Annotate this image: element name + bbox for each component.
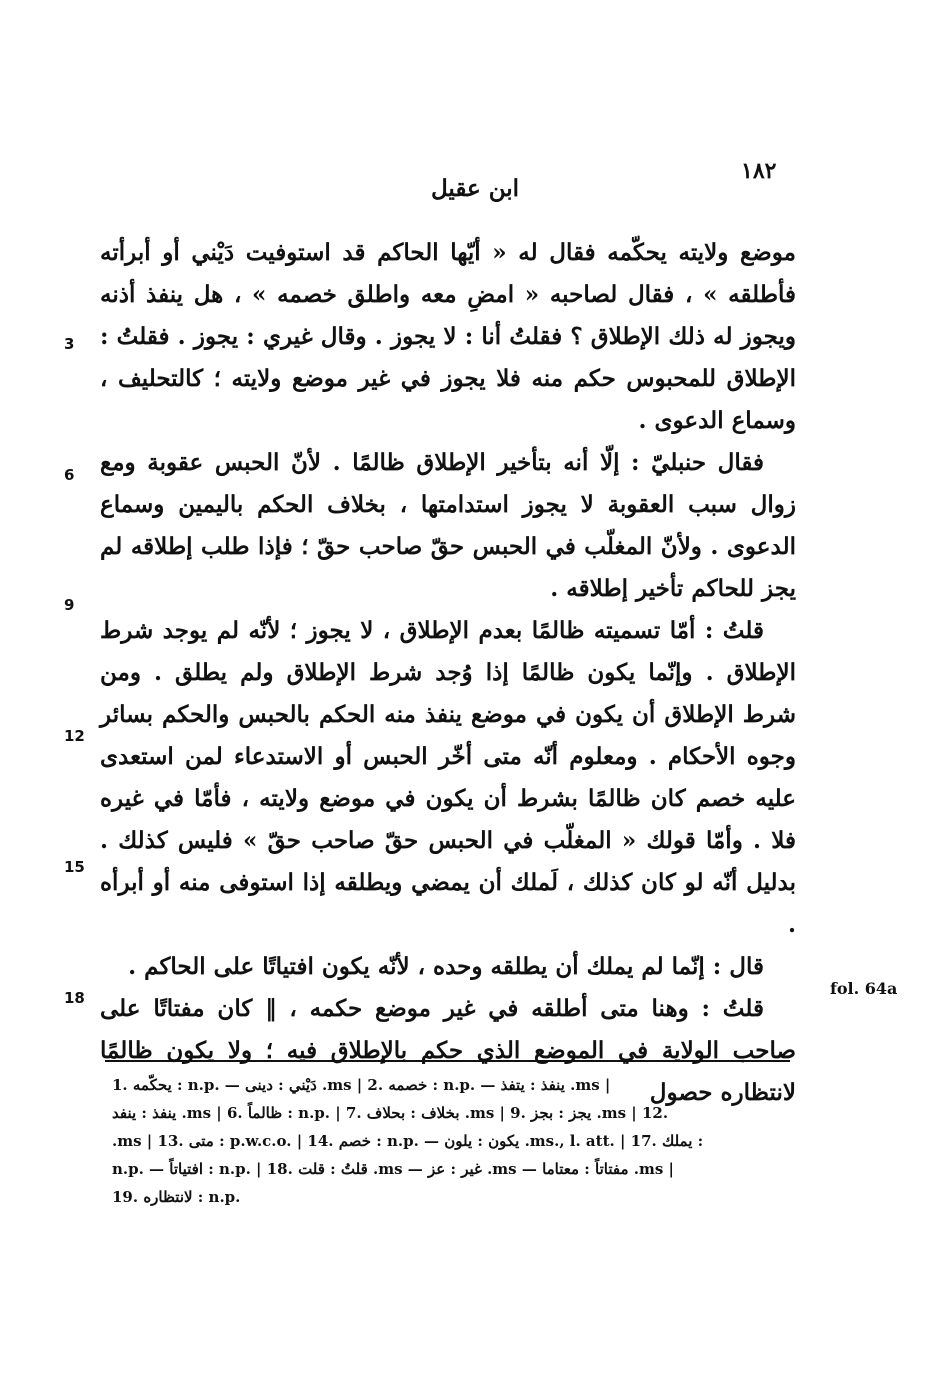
apparatus-line: ينفذ : ينفد .ms | 6. ظالماً : n.p. | 7. بخلاف : بحلاف .ms | 9. يجز : بجز .ms | 12.	[112, 1104, 669, 1122]
folio-note: fol. 64a	[830, 979, 898, 998]
body-text	[100, 232, 796, 1114]
apparatus-line: n.p. — افتياتاً : n.p. | 18. قلتُ : قلت .ms — غير : عز .ms — مفتاتاً : معتاما .ms |	[112, 1160, 674, 1178]
apparatus-line: 1. يحكّمه : n.p. — دَيْني : دينى .ms | 2. خصمه : n.p. — ينفذ : يتفذ .ms |	[112, 1076, 611, 1094]
line-number-18: 18	[64, 989, 85, 1007]
paragraph-3: قلتُ : أمّا تسميته ظالمًا بعدم الإطلاق ، لا يجوز ؛ لأنّه لم يوجد شرط الإطلاق . وإنّما يكون ظالمًا إذا وُجد شرط الإطلاق ولم يطلق . ومن شرط الإطلاق أن يكون في موضع ينفذ منه الحكم بالحبس والحكم بسائر وجوه الأحكام . ومعلوم أنّه متى أخّر الحبس أو الاستدعاء لمن استعدى عليه خصم كان ظالمًا بشرط أن يكون في موضع ولايته ، فأمّا في غيره فلا . وأمّا قولك « المغلّب في الحبس حقّ صاحب حقّ » فليس كذلك . بدليل أنّه لو كان كذلك ، لَملك أن يمضي ويطلقه إذا استوفى منه أو أبرأه .	[100, 617, 796, 938]
line-number-15: 15	[64, 858, 85, 876]
apparatus-line: 19. لانتظاره : n.p.	[112, 1188, 241, 1206]
paragraph-1: موضع ولايته يحكّمه فقال له « أيّها الحاكم قد استوفيت دَيْني أو أبرأته فأطلقه » ، فقال لصاحبه « امضِ معه واطلق خصمه » ، هل ينفذ أذنه ويجوز له ذلك الإطلاق ؟ فقلتُ أنا : لا يجوز . وقال غيري : يجوز . فقلتُ : الإطلاق للمحبوس حكم منه فلا يجوز في غير موضع ولايته ؛ كالتحليف ، وسماع الدعوى .	[100, 239, 796, 434]
running-title: ابن عقيل	[430, 175, 520, 202]
paragraph-5: قلتُ : وهنا متى أطلقه في غير موضع حكمه ، ‖ كان مفتاتًا على صاحب الولاية في الموضع الذي حكم بالإطلاق فيه ؛ ولا يكون ظالمًا لانتظاره حصول	[100, 995, 796, 1106]
page-number: ١٨٢	[741, 158, 777, 184]
line-number-9: 9	[64, 596, 75, 614]
paragraph-2: فقال حنبليّ : إلّا أنه بتأخير الإطلاق ظالمًا . لأنّ الحبس عقوبة ومع زوال سبب العقوبة لا يجوز استدامتها ، بخلاف الحكم باليمين وسماع الدعوى . ولأنّ المغلّب في الحبس حقّ صاحب حقّ ؛ فإذا طلب إطلاقه لم يجز للحاكم تأخير إطلاقه .	[100, 449, 796, 602]
line-number-6: 6	[64, 466, 75, 484]
paragraph-4: قال : إنّما لم يملك أن يطلقه وحده ، لأنّه يكون افتياتًا على الحاكم .	[128, 953, 764, 980]
line-number-3: 3	[64, 335, 75, 353]
apparatus-line: .ms | 13. متى : p.w.c.o. | 14. خصم : n.p. — يكون : يلون .ms., l. att. | 17. يملك :	[112, 1132, 704, 1150]
line-number-12: 12	[64, 727, 85, 745]
critical-apparatus	[112, 1071, 792, 1211]
footnote-rule	[105, 1060, 790, 1062]
